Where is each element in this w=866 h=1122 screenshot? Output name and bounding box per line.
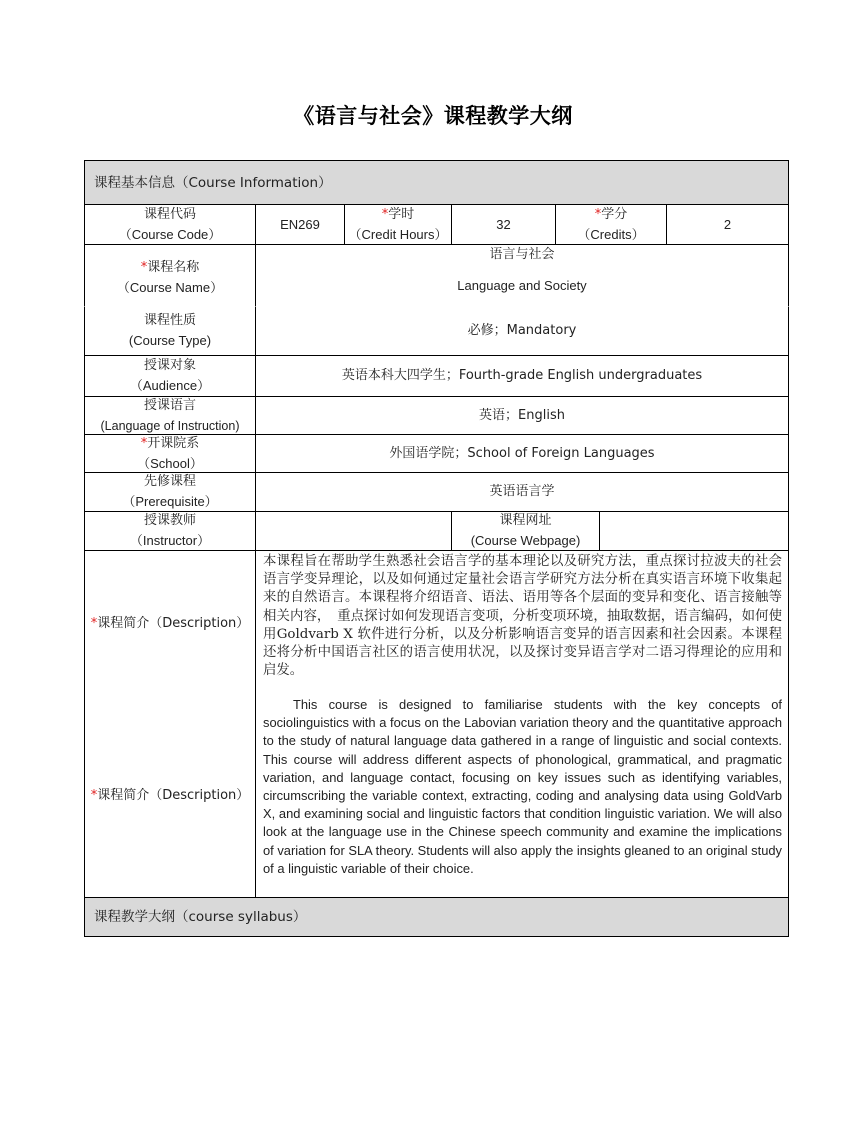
course-code-value-cell [255, 204, 345, 245]
school-value: 外国语学院；School of Foreign Languages [389, 445, 655, 461]
webpage-value-cell[interactable] [599, 511, 789, 551]
language-label-cell [84, 396, 256, 435]
credit-hours-label-en: （Credit Hours） [348, 226, 448, 242]
course-information-header [84, 160, 789, 205]
prerequisite-value: 英语语言学 [489, 484, 555, 499]
required-mark: * [90, 616, 98, 631]
description-en-label: 课程简介（Description） [97, 788, 250, 803]
course-code-label-en: （Course Code） [118, 226, 222, 242]
course-name-value-zh: 语言与社会 [489, 247, 555, 262]
credit-hours-value-cell [451, 204, 556, 245]
course-code-label-cell [84, 204, 256, 245]
audience-value-cell [255, 355, 789, 397]
webpage-label-zh: 课程网址 [499, 513, 552, 528]
required-mark: * [140, 435, 148, 451]
instructor-label-en: （Instructor） [129, 533, 211, 548]
section-header-label: 课程教学大纲（course syllabus） [94, 909, 307, 925]
description-en-text: This course is designed to familiarise students with the key concepts of sociolinguistics with a focus on the Labovian variation theory and the quantitative approach to the study of natural language data gathered in a range of linguistic and social contexts. This course will address different aspects of phonological, grammatical, and pragmatic variation, and language contact, focusing on key issues such as identifying variables, circumscribing the variable context, extracting, coding and analysing data using GoldVarb X, and examining social and linguistic factors that condition linguistic variation. We will also look at the language use in the Chinese speech community and examine the implications of variation for SLA theory. Students will also apply the insights gleaned to an original study of a linguistic variable of their choice. [263, 697, 782, 876]
description-en-label-cell [84, 696, 256, 898]
description-zh-label-cell [84, 550, 256, 697]
credits-value-cell [666, 204, 789, 245]
credit-hours-label-cell [344, 204, 452, 245]
prerequisite-value-cell [255, 472, 789, 512]
school-label-cell [84, 434, 256, 473]
webpage-label-en: (Course Webpage) [470, 533, 581, 548]
course-type-value: 必修；Mandatory [467, 323, 577, 338]
language-value-cell [255, 396, 789, 435]
audience-value: 英语本科大四学生；Fourth-grade English undergraduates [341, 368, 703, 383]
required-mark: * [381, 206, 389, 222]
language-label-en: (Language of Instruction) [100, 418, 240, 433]
required-mark: * [90, 788, 98, 803]
course-name-label-en: （Course Name） [116, 279, 224, 295]
school-value-cell [255, 434, 789, 473]
school-label-en: （School） [137, 455, 203, 471]
credits-label-zh: 学分 [601, 206, 628, 222]
description-zh-text: 本课程旨在帮助学生熟悉社会语言学的基本理论以及研究方法，重点探讨拉波夫的社会语言学变异理论，以及如何通过定量社会语言学研究方法分析在真实语言环境下收集起来的自然语言。本课程将介绍语音、语法、语用等各个层面的变异和变化、语言接触等相关内容， 重点探讨如何发现语言变项，分析变项环境，抽取数据，语言编码，如何使用Goldvarb X 软件进行分析，以及分析影响语言变异的语言因素和社会因素。本课程还将分析中国语言社区的语言使用状况，以及探讨变异语言学对二语习得理论的应用和启发。 [255, 550, 789, 697]
prerequisite-label-cell [84, 472, 256, 512]
description-zh-label: 课程简介（Description） [97, 616, 250, 631]
audience-label-cell [84, 355, 256, 397]
course-info-table [84, 160, 789, 937]
credits-label-en: （Credits） [577, 226, 645, 242]
language-value: 英语；English [479, 407, 565, 423]
instructor-value-cell[interactable] [255, 511, 452, 551]
instructor-label-cell [84, 511, 256, 551]
course-type-label-cell [84, 306, 256, 356]
required-mark: * [140, 259, 148, 275]
course-type-value-cell [255, 306, 789, 356]
description-en-text-cell [255, 696, 789, 898]
required-mark: * [594, 206, 602, 222]
prerequisite-label-en: （Prerequisite） [122, 494, 218, 509]
course-name-value-en: Language and Society [457, 278, 587, 293]
credit-hours-label-zh: 学时 [388, 206, 415, 222]
school-label-zh: 开课院系 [147, 435, 200, 451]
prerequisite-label-zh: 先修课程 [143, 474, 196, 489]
credits-value: 2 [723, 216, 732, 232]
section-header-label: 课程基本信息（Course Information） [94, 174, 332, 191]
language-label-zh: 授课语言 [143, 397, 196, 413]
course-code-value: EN269 [280, 216, 320, 232]
course-name-label-zh: 课程名称 [147, 259, 200, 275]
course-syllabus-header [84, 897, 789, 937]
document-title: 《语言与社会》课程教学大纲 [293, 103, 573, 128]
webpage-label-cell [451, 511, 600, 551]
audience-label-en: （Audience） [129, 378, 211, 393]
course-type-label-zh: 课程性质 [143, 313, 196, 328]
course-type-label-en: (Course Type) [128, 333, 212, 348]
course-name-value-cell [255, 244, 789, 307]
credits-label-cell [555, 204, 667, 245]
instructor-label-zh: 授课教师 [143, 513, 196, 528]
audience-label-zh: 授课对象 [143, 358, 196, 373]
course-code-label-zh: 课程代码 [143, 206, 196, 222]
credit-hours-value: 32 [496, 216, 511, 232]
course-name-label-cell [84, 244, 256, 307]
